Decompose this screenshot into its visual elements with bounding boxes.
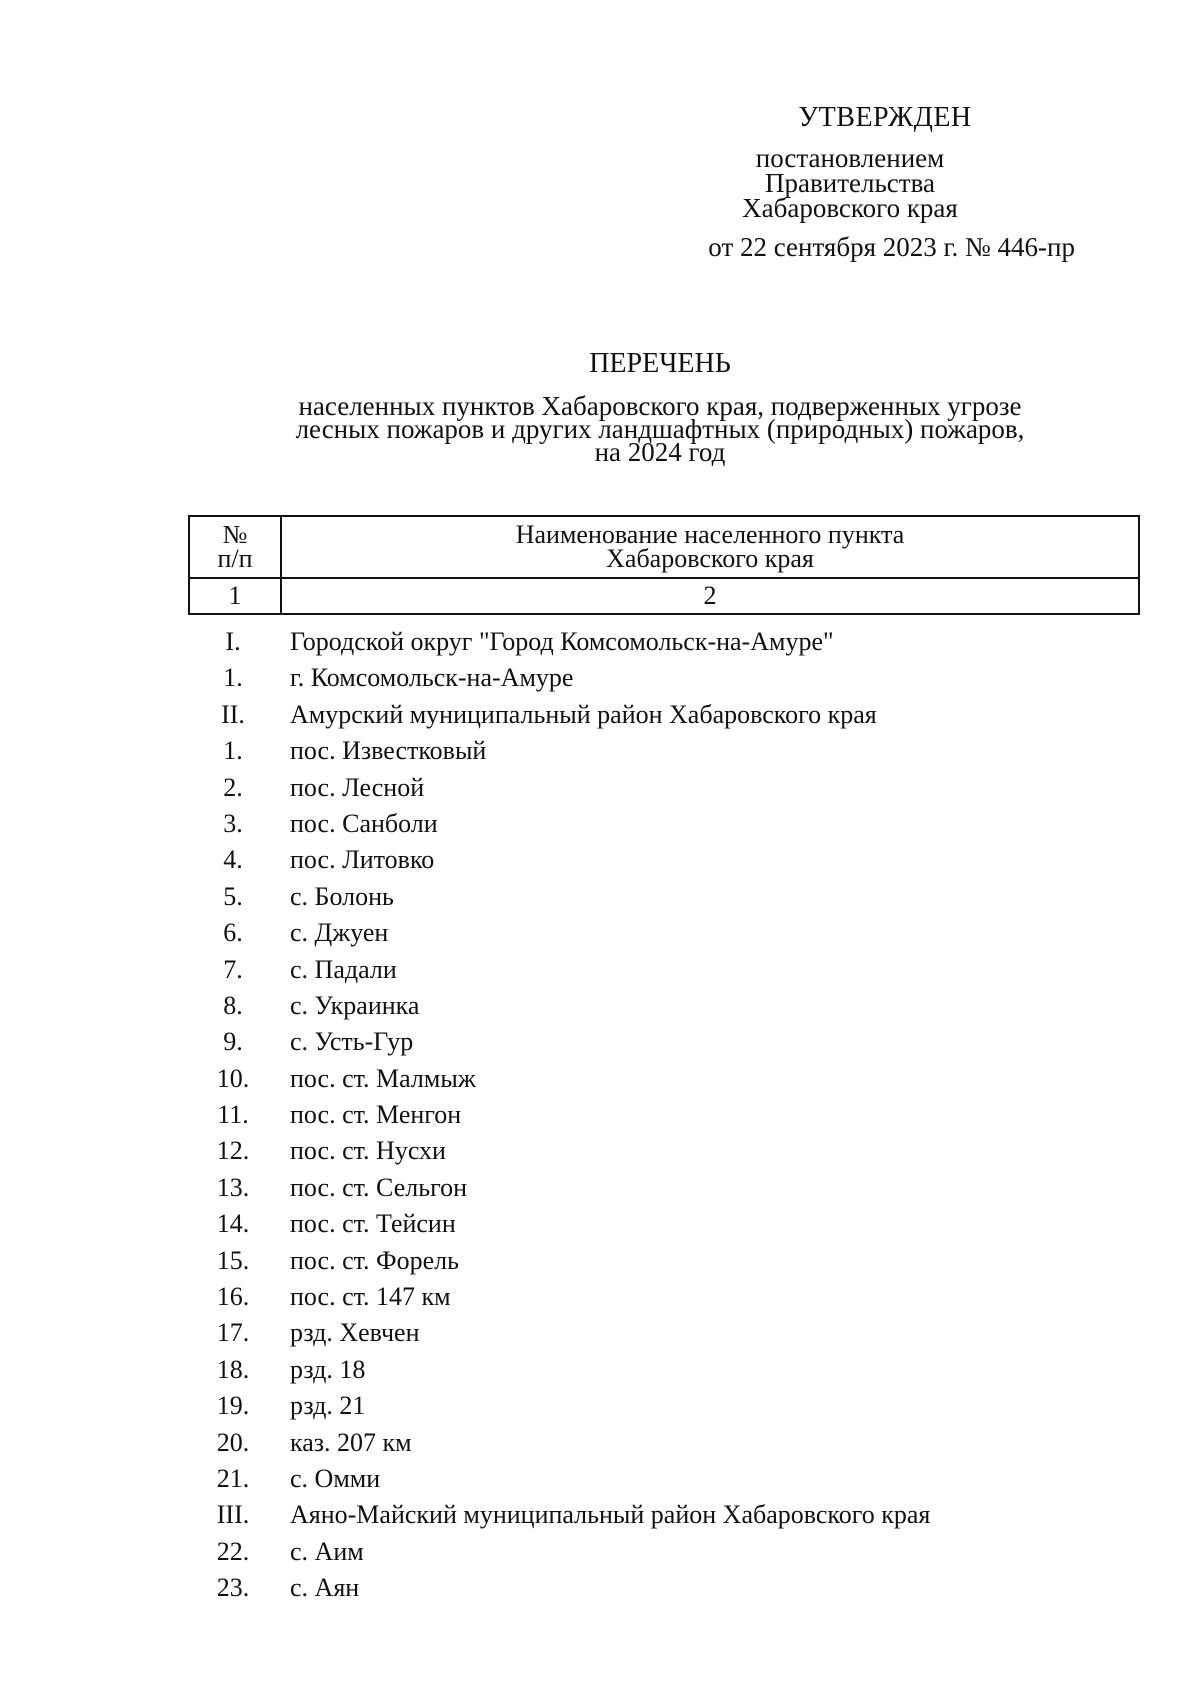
list-item-number: 23. [216,1573,250,1603]
list-item [188,770,1148,806]
list-item-number: 1. [223,736,243,766]
list-item [188,1534,1148,1570]
list-item [188,624,1148,660]
document-subtitle-line-2: лесных пожаров и других ландшафтных (природных) пожаров, [295,414,1025,444]
list-item [188,733,1148,769]
list-item [188,1461,1148,1497]
list-item-name: с. Украинка [290,990,420,1020]
list-item [188,1133,1148,1169]
approval-line-2: Правительства [765,168,935,198]
list-item-number: 2. [223,772,243,802]
document-title-block [180,348,1140,467]
list-item-name: пос. ст. Нусхи [290,1136,446,1166]
column-number-1: 1 [189,578,281,614]
list-item-number: 12. [216,1136,250,1166]
list-item-number: 4. [223,845,243,875]
list-item-name: с. Аян [290,1573,360,1603]
list-item [188,806,1148,842]
list-item [188,988,1148,1024]
column-header-name [281,516,1139,578]
list-item-number: 5. [223,881,243,911]
list-item-name: с. Усть-Гур [290,1027,414,1057]
list-item-name: с. Болонь [290,881,394,911]
list-item-name: Городской округ "Город Комсомольск-на-Амуре" [290,627,834,656]
list-item [188,1243,1148,1279]
document-subtitle-line-3: на 2024 год [594,437,726,467]
list-item-number: 17. [216,1318,250,1348]
list-item [188,1570,1148,1606]
list-item-number: 1. [223,663,243,693]
list-item-name: каз. 207 км [290,1427,412,1457]
document-title: ПЕРЕЧЕНЬ [589,348,731,379]
list-item-name: пос. Санболи [290,808,438,838]
list-item-name: рзд. Хевчен [290,1318,420,1348]
list-item [188,1425,1148,1461]
list-item-name: пос. ст. Форель [290,1245,459,1275]
approved-heading: УТВЕРЖДЕН [798,102,972,133]
list-item [188,1206,1148,1242]
list-item-number: 11. [217,1100,249,1130]
list-item [188,1170,1148,1206]
list-item-number: 22. [216,1536,250,1566]
list-item-name: Аяно-Майский муниципальный район Хабаровского края [290,1500,931,1530]
list-item-number: 18. [216,1354,250,1384]
list-item-name: пос. Лесной [290,772,425,802]
list-item-name: г. Комсомольск-на-Амуре [290,663,574,693]
list-item-name: с. Джуен [290,918,389,948]
list-item-name: пос. Известковый [290,736,487,766]
list-item-number: 7. [223,954,243,984]
list-item-number: II. [221,699,245,729]
list-item [188,1315,1148,1351]
column-header-number-line-1: № [222,520,248,549]
column-header-name-line-1: Наименование населенного пункта [515,520,905,549]
list-item-number: 13. [216,1172,250,1202]
approval-line-1: постановлением [755,143,945,173]
document-subtitle-line-1: населенных пунктов Хабаровского края, подверженных угрозе [298,391,1022,421]
list-item-number: 14. [216,1209,250,1239]
list-item [188,1279,1148,1315]
list-item-name: рзд. 18 [290,1354,366,1384]
list-item [188,697,1148,733]
column-header-number-line-2: п/п [217,544,253,573]
list-item [188,1061,1148,1097]
list-item-name: пос. Литовко [290,845,435,875]
list-item [188,842,1148,878]
list-item-number: I. [225,627,241,656]
list-item-name: Амурский муниципальный район Хабаровского края [290,699,877,729]
list-table-header [188,515,1140,615]
column-number-2: 2 [281,578,1139,614]
list-item [188,660,1148,696]
list-item-number: III. [216,1500,250,1530]
list-item [188,1497,1148,1533]
list-item-number: 15. [216,1245,250,1275]
column-header-name-line-2: Хабаровского края [606,544,814,573]
list-item-name: пос. ст. Сельгон [290,1172,468,1202]
list-item-name: с. Аим [290,1536,364,1566]
list-item-name: пос. ст. Менгон [290,1100,462,1130]
list-item-number: 9. [223,1027,243,1057]
list-item-name: пос. ст. 147 км [290,1282,451,1312]
column-number-row [189,578,1139,614]
list-item [188,1388,1148,1424]
list-item-number: 21. [216,1463,250,1493]
list-item-name: с. Омми [290,1463,381,1493]
list-item-number: 16. [216,1282,250,1312]
list-item-number: 19. [216,1391,250,1421]
column-header-number [189,516,281,578]
list-item-name: рзд. 21 [290,1391,366,1421]
approval-line-3: Хабаровского края [742,193,958,223]
list-item [188,952,1148,988]
list-item-number: 10. [216,1063,250,1093]
list-item-number: 3. [223,808,243,838]
list-item-name: пос. ст. Тейсин [290,1209,456,1239]
list-item [188,1352,1148,1388]
approval-stamp-block [640,102,1075,262]
table-header-row [189,516,1139,578]
list-item-name: пос. ст. Малмыж [290,1063,476,1093]
list-item [188,1097,1148,1133]
list-item-name: с. Падали [290,954,397,984]
list-item-number: 6. [223,918,243,948]
list-item [188,879,1148,915]
list-item-number: 8. [223,990,243,1020]
list-item [188,1024,1148,1060]
decree-date-number: от 22 сентября 2023 г. № 446-пр [708,232,1075,262]
list-item-number: 20. [216,1427,250,1457]
list-item [188,915,1148,951]
settlement-list [188,624,1148,1607]
